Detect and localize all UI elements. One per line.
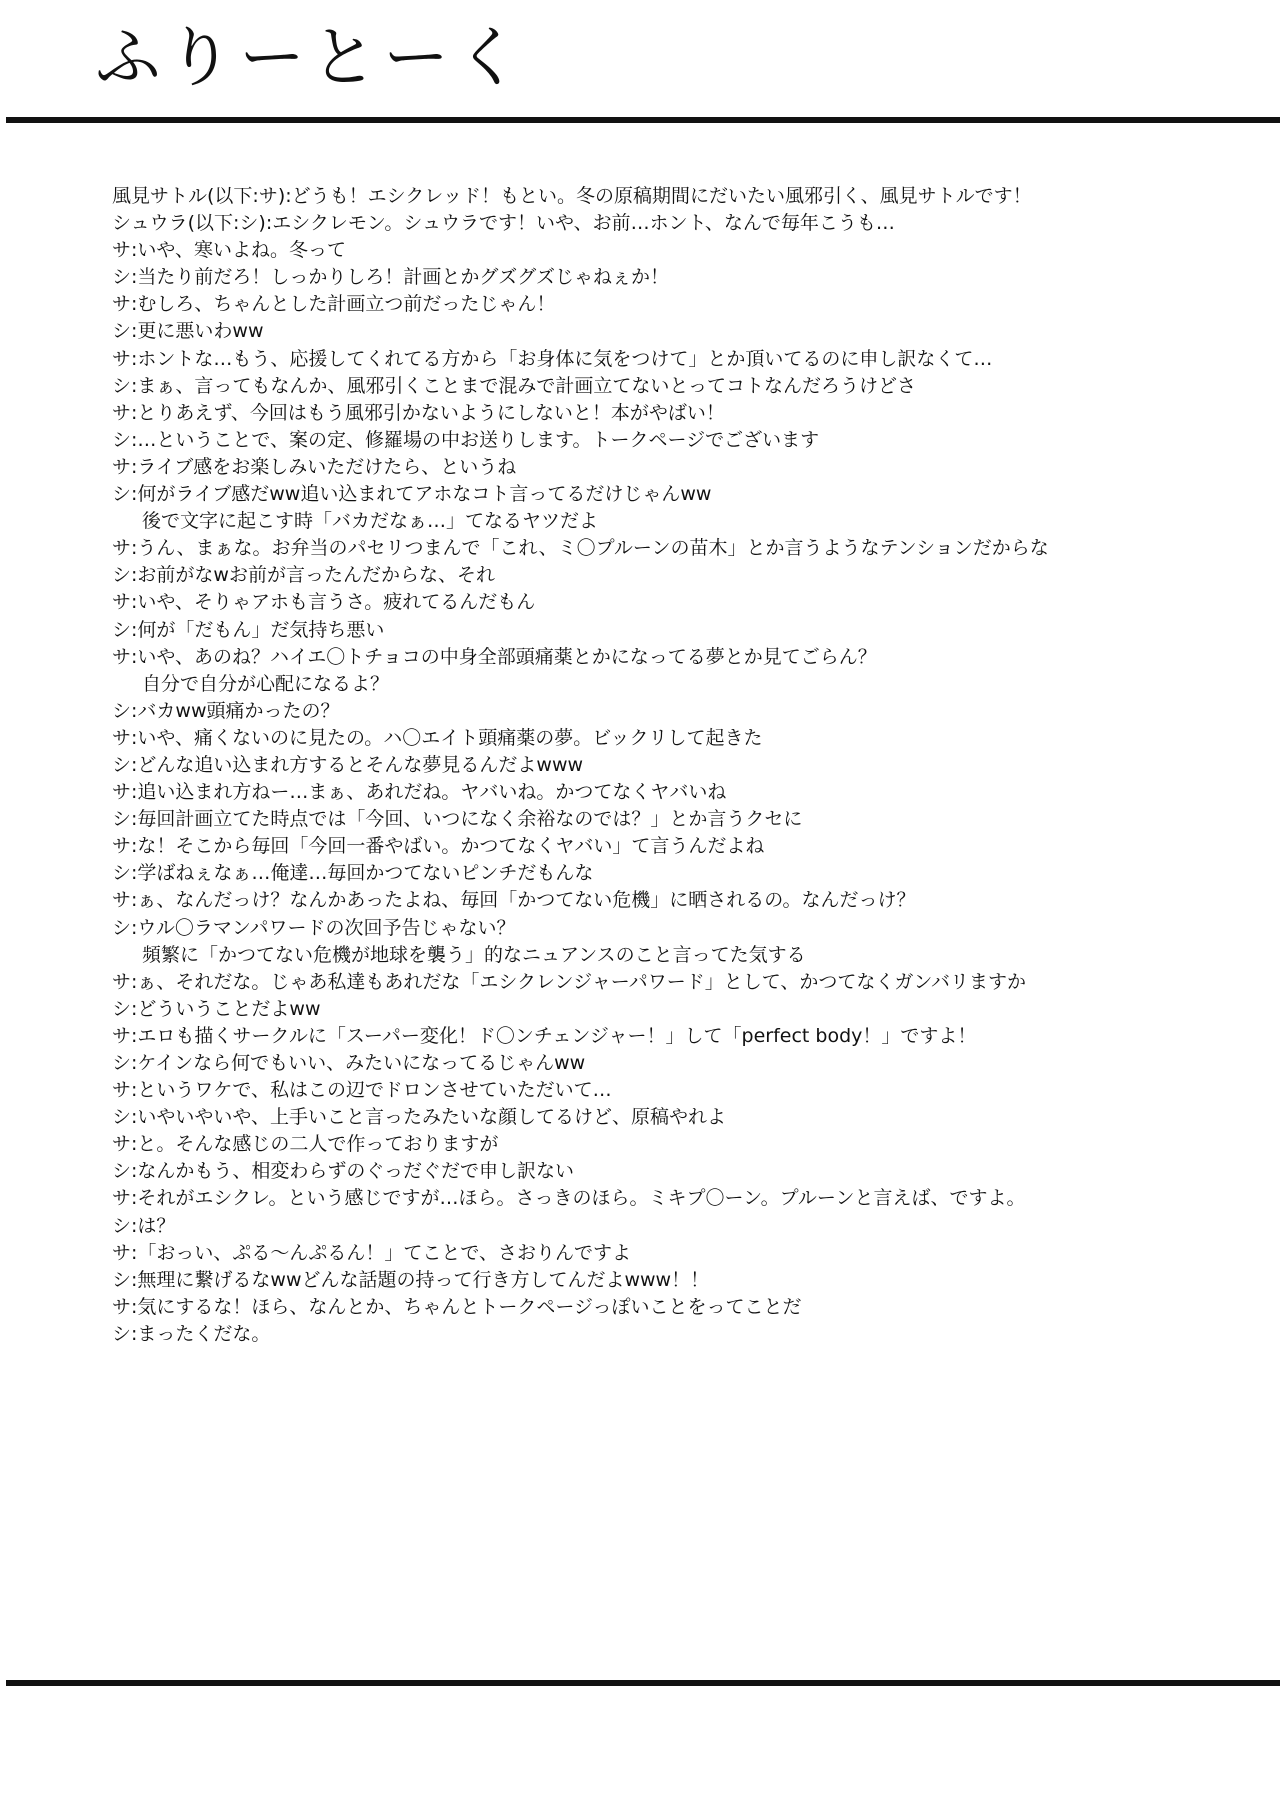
dialogue-text: サ:気にするな！ほら、なんとか、ちゃんとトークページっぽいことをってことだ xyxy=(112,1295,802,1318)
dialogue-text: サ:ライブ感をお楽しみいただけたら、というね xyxy=(112,455,517,478)
dialogue-text: サ:それがエシクレ。という感じですが…ほら。さっきのほら。ミキプ〇ーン。プルーンと言えば、ですよ。 xyxy=(112,1187,1026,1210)
dialogue-line xyxy=(112,589,1232,616)
dialogue-line xyxy=(112,1131,1232,1158)
dialogue-text: サ:追い込まれ方ねー…まぁ、あれだね。ヤバいね。かつてなくヤバいね xyxy=(112,781,727,804)
dialogue-line xyxy=(112,291,1232,318)
dialogue-line xyxy=(112,969,1232,996)
dialogue-line xyxy=(112,806,1232,833)
dialogue-text: サ:ぁ、なんだっけ？なんかあったよね、毎回「かつてない危機」に晒されるの。なんだっけ？ xyxy=(112,889,916,912)
dialogue-text: 風見サトル(以下:サ):どうも！エシクレッド！もとい。冬の原稿期間にだいたい風邪引く、風見サトルです！ xyxy=(112,185,1032,207)
dialogue-line xyxy=(112,373,1232,400)
dialogue-text: サ:とりあえず、今回はもう風邪引かないようにしないと！本がやばい！ xyxy=(112,401,725,424)
dialogue-line xyxy=(112,860,1232,887)
page-title: ふりーとーく xyxy=(95,19,527,96)
dialogue-text: シ:ウル〇ラマンパワードの次回予告じゃない？ xyxy=(112,916,516,939)
dialogue-continuation: 頻繁に「かつてない危機が地球を襲う」的なニュアンスのこと言ってた気する xyxy=(142,943,806,966)
footer-divider xyxy=(6,1680,1280,1686)
dialogue-text: サ:いや、寒いよね。冬って xyxy=(112,239,347,262)
dialogue-text: シ:お前がなwお前が言ったんだからな、それ xyxy=(112,564,495,587)
dialogue-text: サ:いや、痛くないのに見たの。ハ〇エイト頭痛薬の夢。ビックリして起きた xyxy=(112,726,763,749)
dialogue-line xyxy=(112,427,1232,454)
dialogue-line xyxy=(112,400,1232,427)
dialogue-line xyxy=(112,481,1232,535)
dialogue-text: サ:な！そこから毎回「今回一番やばい。かつてなくヤバい」て言うんだよね xyxy=(112,835,765,858)
dialogue-text: シ:いやいやいや、上手いこと言ったみたいな顔してるけど、原稿やれよ xyxy=(112,1106,727,1129)
dialogue-text: サ:エロも描くサークルに「スーパー変化！ド〇ンチェンジャー！」して「perfect body！」ですよ！ xyxy=(112,1024,977,1047)
dialogue-line xyxy=(112,264,1232,291)
dialogue-line xyxy=(112,915,1232,969)
dialogue-line xyxy=(112,454,1232,481)
dialogue-line xyxy=(112,562,1232,589)
dialogue-text: シ:学ばねぇなぁ…俺達…毎回かつてないピンチだもんな xyxy=(112,862,594,885)
dialogue-line xyxy=(112,644,1232,698)
dialogue-text: サ:と。そんな感じの二人で作っておりますが xyxy=(112,1133,499,1156)
dialogue-line xyxy=(112,779,1232,806)
dialogue-line xyxy=(112,1213,1232,1240)
dialogue-continuation: 自分で自分が心配になるよ？ xyxy=(142,672,390,695)
dialogue-text: シ:まぁ、言ってもなんか、風邪引くことまで混みで計画立てないとってコトなんだろうけどさ xyxy=(112,374,917,397)
dialogue-line xyxy=(112,1104,1232,1131)
dialogue-line xyxy=(112,1267,1232,1294)
dialogue-text: シ:ケインなら何でもいい、みたいになってるじゃんww xyxy=(112,1052,586,1074)
dialogue-text: シュウラ(以下:シ):エシクレモン。シュウラです！いや、お前…ホント、なんで毎年こうも… xyxy=(112,212,895,235)
header-divider xyxy=(6,117,1280,123)
dialogue-line xyxy=(112,887,1232,914)
dialogue-text: サ:いや、あのね？ハイエ〇トチョコの中身全部頭痛薬とかになってる夢とか見てごらん？ xyxy=(112,645,877,668)
dialogue-line xyxy=(112,1294,1232,1321)
dialogue-text: シ:何が「だもん」だ気持ち悪い xyxy=(112,618,385,641)
dialogue-line xyxy=(112,183,1232,210)
dialogue-text: シ:なんかもう、相変わらずのぐっだぐだで申し訳ない xyxy=(112,1160,575,1183)
dialogue-text: サ:うん、まぁな。お弁当のパセリつまんで「これ、ミ〇プルーンの苗木」とか言うようなテンションだからな xyxy=(112,537,1049,560)
dialogue-text: シ:どんな追い込まれ方するとそんな夢見るんだよwww xyxy=(112,753,584,776)
dialogue-text: サ:ぁ、それだな。じゃあ私達もあれだな「エシクレンジャーパワード」として、かつてなくガンバリますか xyxy=(112,970,1027,993)
dialogue-text: シ:更に悪いわww xyxy=(112,320,264,343)
dialogue-text: シ:どういうことだよww xyxy=(112,997,321,1020)
dialogue-line xyxy=(112,535,1232,562)
dialogue-line xyxy=(112,1321,1232,1348)
dialogue-text: シ:まったくだな。 xyxy=(112,1322,271,1345)
dialogue-line xyxy=(112,1050,1232,1077)
dialogue-continuation: 後で文字に起こす時「バカだなぁ…」てなるヤツだよ xyxy=(142,510,599,533)
dialogue-list xyxy=(112,183,1232,1348)
dialogue-text: シ:は？ xyxy=(112,1214,176,1237)
dialogue-text: シ:…ということで、案の定、修羅場の中お送りします。トークページでございます xyxy=(112,428,820,451)
dialogue-text: サ:ホントな…もう、応援してくれてる方から「お身体に気をつけて」とか頂いてるのに申し訳なくて… xyxy=(112,347,993,370)
dialogue-line xyxy=(112,318,1232,345)
dialogue-line xyxy=(112,833,1232,860)
dialogue-text: サ:というワケで、私はこの辺でドロンさせていただいて… xyxy=(112,1079,612,1102)
dialogue-text: サ:むしろ、ちゃんとした計画立つ前だったじゃん！ xyxy=(112,293,556,316)
dialogue-line xyxy=(112,1158,1232,1185)
dialogue-line xyxy=(112,1077,1232,1104)
dialogue-line xyxy=(112,617,1232,644)
dialogue-line xyxy=(112,725,1232,752)
dialogue-line xyxy=(112,1240,1232,1267)
dialogue-line xyxy=(112,237,1232,264)
dialogue-line xyxy=(112,996,1232,1023)
dialogue-text: サ:「おっい、ぷる〜んぷるん！」てことで、さおりんですよ xyxy=(112,1241,632,1264)
dialogue-text: シ:毎回計画立てた時点では「今回、いつになく余裕なのでは？」とか言うクセに xyxy=(112,808,803,831)
dialogue-line xyxy=(112,698,1232,725)
dialogue-text: サ:いや、そりゃアホも言うさ。疲れてるんだもん xyxy=(112,591,536,614)
dialogue-text: シ:当たり前だろ！しっかりしろ！計画とかグズグズじゃねぇか！ xyxy=(112,266,670,289)
dialogue-line xyxy=(112,346,1232,373)
dialogue-line xyxy=(112,752,1232,779)
dialogue-line xyxy=(112,1023,1232,1050)
dialogue-line xyxy=(112,1185,1232,1212)
dialogue-text: シ:何がライブ感だww追い込まれてアホなコト言ってるだけじゃんww xyxy=(112,483,712,506)
dialogue-line xyxy=(112,210,1232,237)
dialogue-text: シ:無理に繋げるなwwどんな話題の持って行き方してんだよwww！！ xyxy=(112,1268,710,1291)
dialogue-text: シ:バカww頭痛かったの？ xyxy=(112,699,340,722)
